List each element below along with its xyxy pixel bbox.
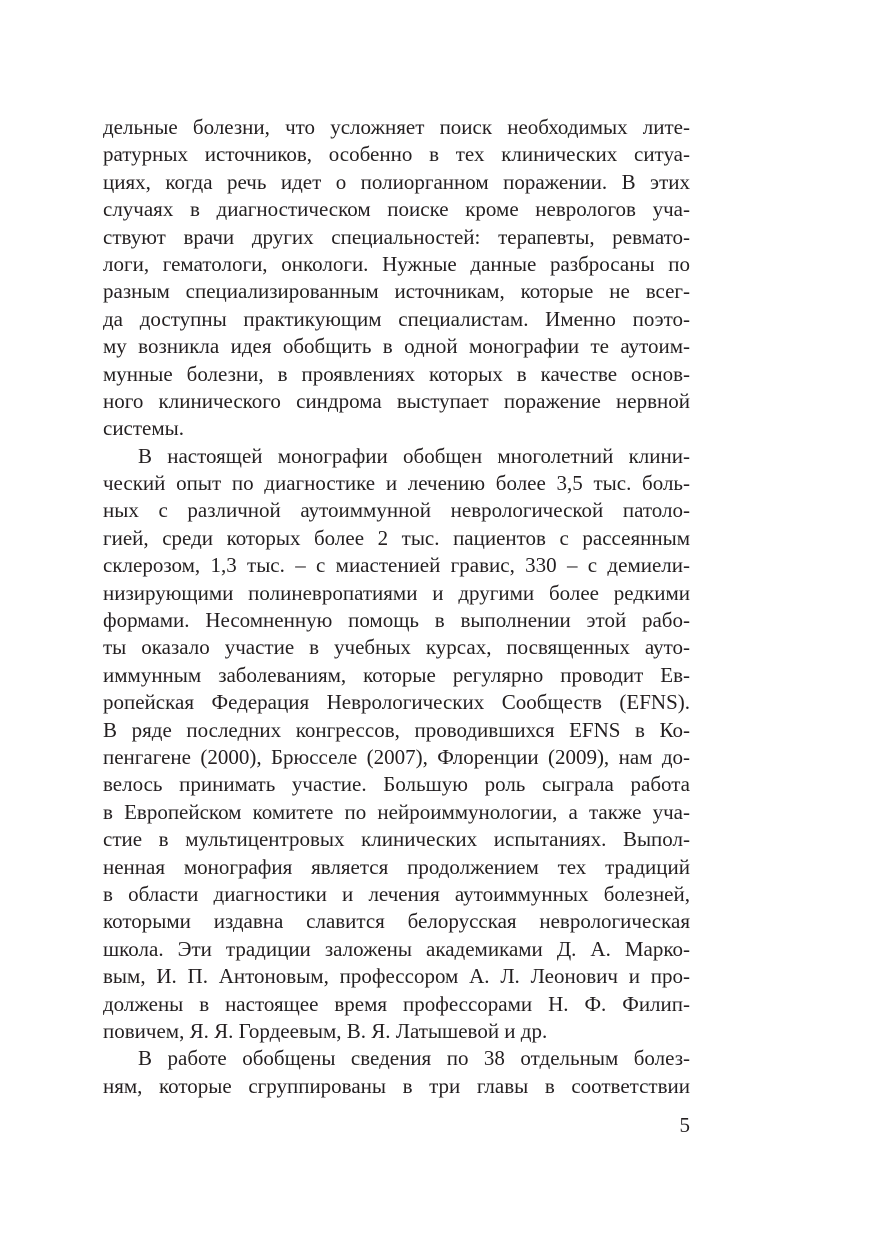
text-line: циях, когда речь идет о полиорганном поражении. В этих xyxy=(103,169,690,194)
text-line: ных с различной аутоиммунной неврологической патоло- xyxy=(103,498,690,523)
text-line: велось принимать участие. Большую роль сыграла работа xyxy=(103,772,690,797)
text-line: мунные болезни, в проявлениях которых в качестве основ- xyxy=(103,361,690,386)
text-line: гией, среди которых более 2 тыс. пациентов с рассеянным xyxy=(103,525,690,550)
text-line: пенгагене (2000), Брюсселе (2007), Флоренции (2009), нам до- xyxy=(103,744,690,769)
text-line: ного клинического синдрома выступает поражение нервной xyxy=(103,388,690,413)
text-line: му возникла идея обобщить в одной монографии те аутоим- xyxy=(103,334,690,359)
text-line: склерозом, 1,3 тыс. – с миастенией гравис, 330 – с демиели- xyxy=(103,553,690,578)
text-line: ческий опыт по диагностике и лечению более 3,5 тыс. боль- xyxy=(103,471,690,496)
text-line: стие в мультицентровых клинических испытаниях. Выпол- xyxy=(103,827,690,852)
text-line: системы. xyxy=(103,416,185,441)
text-line: ствуют врачи других специальностей: терапевты, ревмато- xyxy=(103,224,690,249)
text-line: иммунным заболеваниям, которые регулярно проводит Ев- xyxy=(103,662,690,687)
text-line: должены в настоящее время профессорами Н. Ф. Филип- xyxy=(103,991,690,1016)
text-line: логи, гематологи, онкологи. Нужные данные разбросаны по xyxy=(103,251,690,276)
text-line: В ряде последних конгрессов, проводившихся EFNS в Ко- xyxy=(103,717,690,742)
text-line: да доступны практикующим специалистам. Именно поэто- xyxy=(103,306,690,331)
text-line: ратурных источников, особенно в тех клинических ситуа- xyxy=(103,142,690,167)
text-line: ненная монография является продолжением тех традиций xyxy=(103,854,690,879)
page-number: 5 xyxy=(679,1113,690,1137)
text-line: ропейская Федерация Неврологических Сообществ (EFNS). xyxy=(103,690,690,715)
text-line: разным специализированным источникам, которые не всег- xyxy=(103,279,690,304)
text-line: ням, которые сгруппированы в три главы в соответствии xyxy=(103,1073,690,1098)
text-line: в Европейском комитете по нейроиммунологии, а также уча- xyxy=(103,799,690,824)
paragraph xyxy=(103,443,690,1046)
paragraph xyxy=(103,1045,690,1100)
text-line: вым, И. П. Антоновым, профессором А. Л. Леонович и про- xyxy=(103,964,690,989)
text-line: повичем, Я. Я. Гордеевым, В. Я. Латышевой и др. xyxy=(103,1018,548,1043)
text-line: низирующими полиневропатиями и другими более редкими xyxy=(103,580,690,605)
text-line: В работе обобщены сведения по 38 отдельным болез- xyxy=(138,1046,690,1071)
text-line: школа. Эти традиции заложены академиками Д. А. Марко- xyxy=(103,936,690,961)
text-line: формами. Несомненную помощь в выполнении этой рабо- xyxy=(103,608,690,633)
text-line: ты оказало участие в учебных курсах, посвященных ауто- xyxy=(103,635,690,660)
text-line: которыми издавна славится белорусская неврологическая xyxy=(103,909,690,934)
text-line: В настоящей монографии обобщен многолетний клини- xyxy=(138,443,690,468)
text-line: дельные болезни, что усложняет поиск необходимых лите- xyxy=(103,115,690,139)
text-line: случаях в диагностическом поиске кроме неврологов уча- xyxy=(103,197,690,222)
body-text xyxy=(103,114,690,1100)
paragraph xyxy=(103,114,690,443)
text-line: в области диагностики и лечения аутоиммунных болезней, xyxy=(103,881,690,906)
